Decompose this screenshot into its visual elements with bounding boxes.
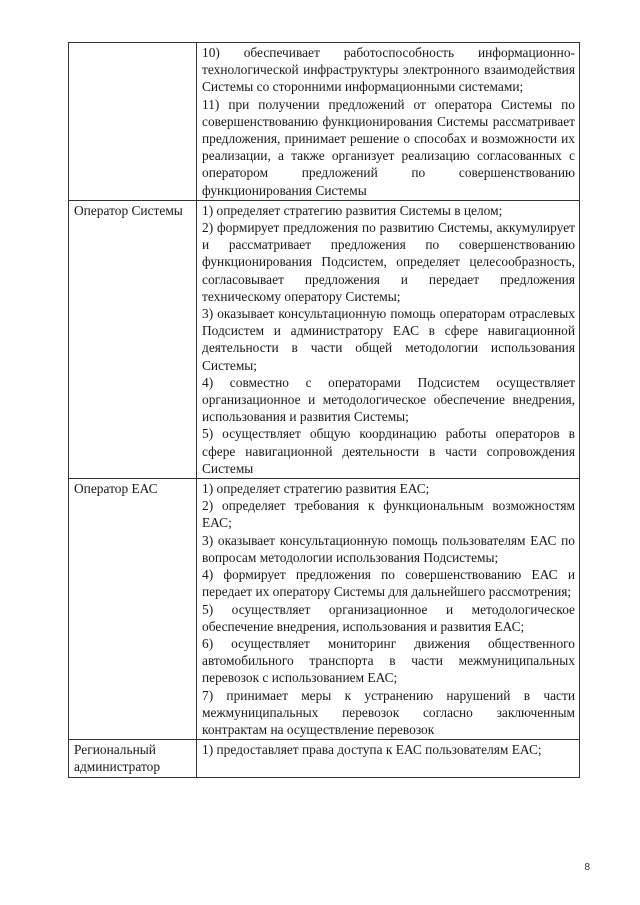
duty-item: 1) определяет стратегию развития ЕАС; — [202, 481, 430, 497]
table-row — [69, 43, 580, 201]
role-cell — [69, 740, 197, 777]
table-row — [69, 740, 580, 777]
duty-item: 1) предоставляет права доступа к ЕАС пользователям ЕАС; — [202, 742, 542, 758]
table-row — [69, 200, 580, 478]
role-name: Региональный администратор — [74, 742, 161, 775]
duty-item: 7) принимает меры к устранению нарушений в части межмуниципальных перевозок согласно заключенным контрактам на осуществление перевозок — [202, 687, 575, 737]
role-name: Оператор Системы — [74, 202, 183, 218]
duty-item: 3) оказывает консультационную помощь операторам отраслевых Подсистем и администратору ЕАС в сфере навигационной деятельности в части общей методологии использования Системы; — [202, 306, 575, 373]
role-cell — [69, 43, 197, 201]
responsibilities-table — [68, 42, 580, 778]
table-row — [69, 479, 580, 740]
role-cell — [69, 479, 197, 740]
role-cell — [69, 200, 197, 478]
page-number: 8 — [584, 862, 590, 873]
duty-item: 5) осуществляет общую координацию работы операторов в сфере навигационной деятельности в части сопровождения Системы — [202, 426, 575, 476]
duties-cell — [197, 200, 580, 478]
duty-item: 5) осуществляет организационное и методологическое обеспечение внедрения, использования и развития ЕАС; — [202, 601, 575, 634]
duty-item: 3) оказывает консультационную помощь пользователям ЕАС по вопросам методологии использования Подсистемы; — [202, 532, 575, 565]
role-name: Оператор ЕАС — [74, 481, 158, 497]
duty-item: 1) определяет стратегию развития Системы в целом; — [202, 202, 503, 218]
duties-cell — [197, 740, 580, 777]
duty-item: 4) совместно с операторами Подсистем осуществляет организационное и методологическое обеспечение внедрения, использования и развития Системы; — [202, 374, 575, 425]
duty-item: 4) формирует предложения по совершенствованию ЕАС и передает их оператору Системы для дальнейшего рассмотрения; — [202, 567, 575, 600]
duties-cell — [197, 479, 580, 740]
duty-item: 11) при получении предложений от оператора Системы по совершенствованию функционирования Системы рассматривает предложения, принимает решение о способах и возможности их реализации, а также организует реализацию согласованных с оператором предложений по совершенствованию функционирования Системы — [202, 96, 575, 198]
duty-item: 2) формирует предложения по развитию Системы, аккумулирует и рассматривает предложения по совершенствованию функционирования Подсистем, определяет целесообразность, согласовывает предложения и передает предложения техническому оператору Системы; — [202, 220, 575, 304]
duties-cell — [197, 43, 580, 201]
duty-item: 10) обеспечивает работоспособность информационно-технологической инфраструктуры электронного взаимодействия Системы со сторонними информационными системами; — [202, 45, 575, 95]
duty-item: 6) осуществляет мониторинг движения общественного автомобильного транспорта в части межмуниципальных перевозок с использованием ЕАС; — [202, 635, 575, 686]
duty-item: 2) определяет требования к функциональным возможностям ЕАС; — [202, 498, 575, 531]
